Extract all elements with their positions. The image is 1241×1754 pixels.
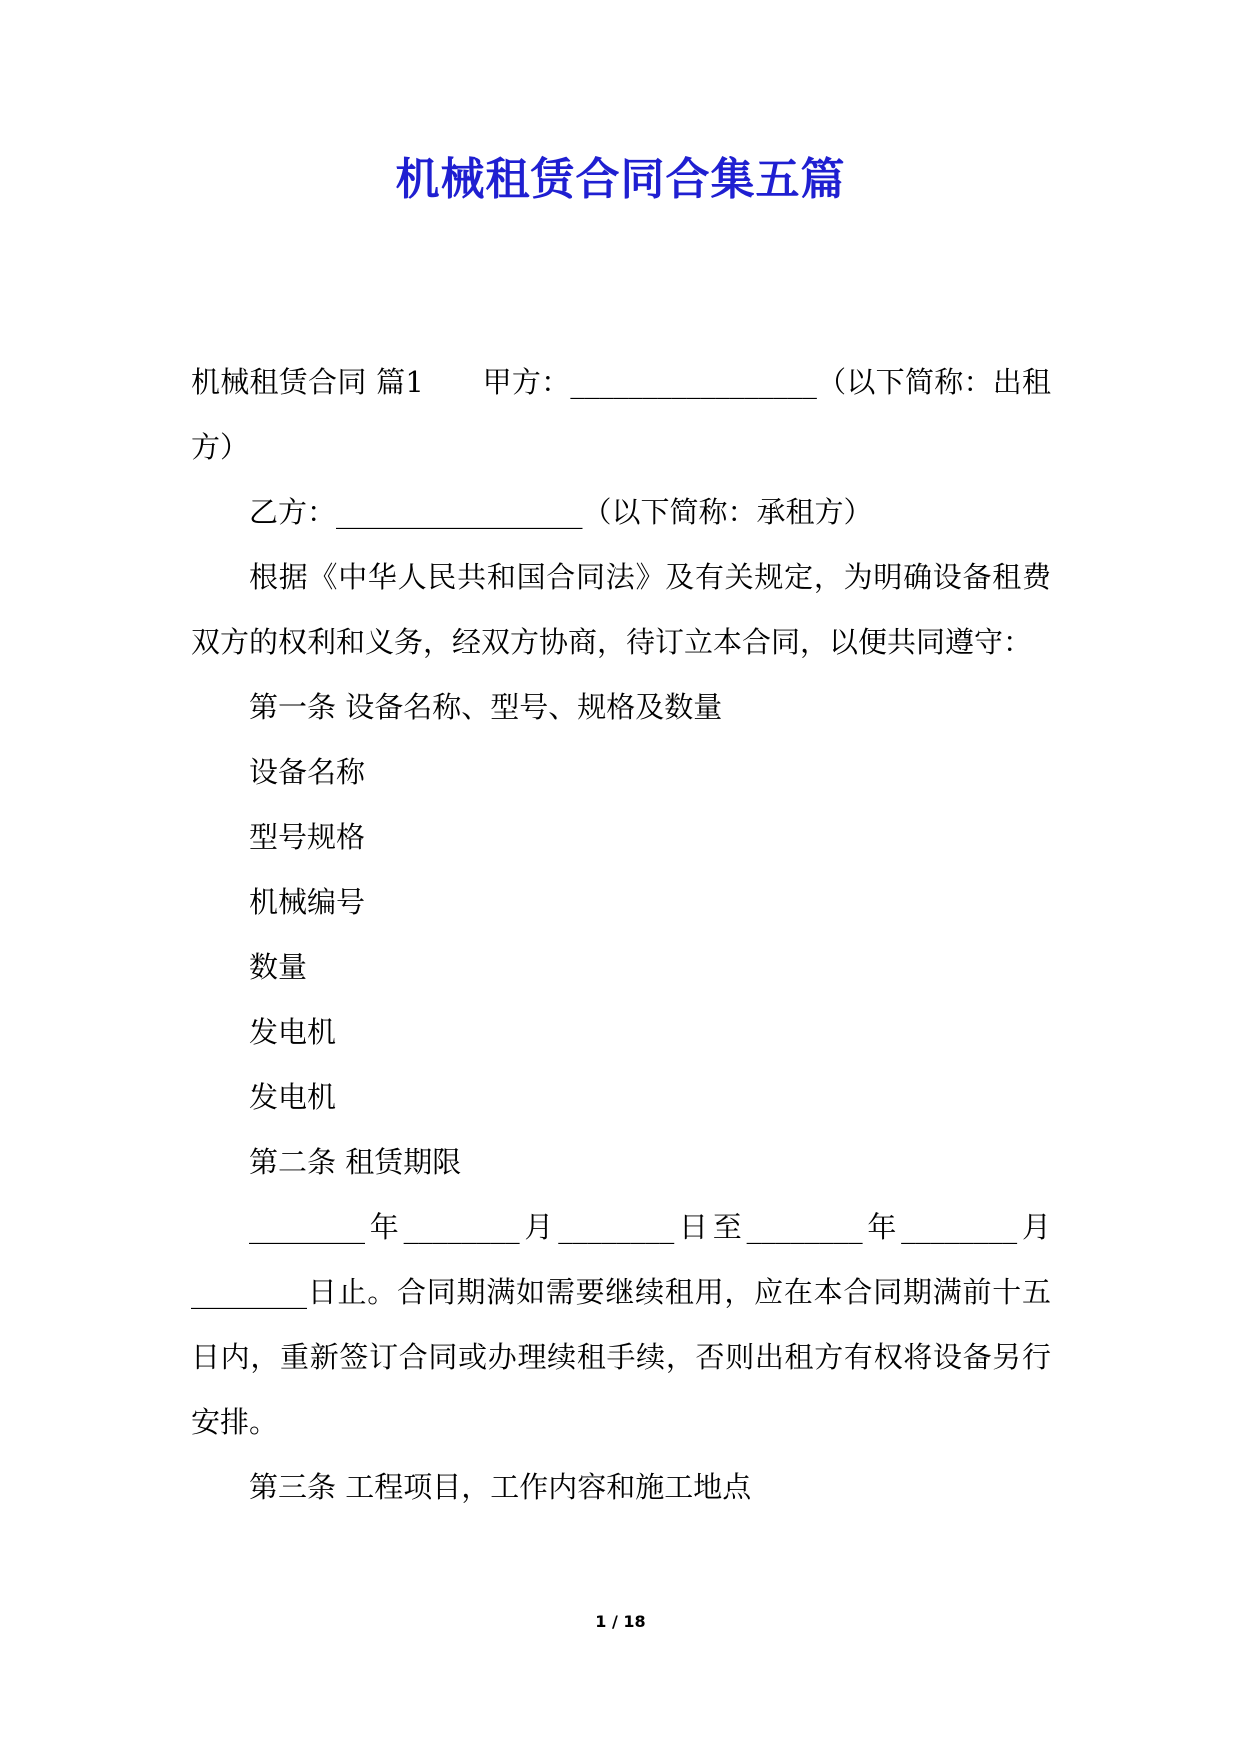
field-machine-number: 机械编号 (249, 885, 366, 919)
article-1-heading: 第一条 设备名称、型号、规格及数量 (249, 690, 723, 724)
field-model-spec: 型号规格 (249, 820, 366, 854)
page-number: 1 / 18 (595, 1612, 646, 1631)
paragraph-party-a: 机械租赁合同 篇1 甲方：_________________（以下简称：出租方） (191, 365, 1051, 464)
document-body (191, 350, 1051, 1520)
paragraph-lease-term: ________年________月________日至________年________月________日止。合同期满如需要继续租用，应在本合同期满前十五日内，重新签订合同或办理续租手续，否则出租方有权将设备另行安排。 (191, 1210, 1051, 1439)
item-generator-1: 发电机 (249, 1015, 337, 1049)
article-3-heading: 第三条 工程项目，工作内容和施工地点 (249, 1470, 752, 1504)
field-quantity: 数量 (249, 950, 308, 984)
article-2-heading: 第二条 租赁期限 (249, 1145, 462, 1179)
paragraph-party-b: 乙方：_________________（以下简称：承租方） (249, 495, 873, 529)
item-generator-2: 发电机 (249, 1080, 337, 1114)
field-equipment-name: 设备名称 (249, 755, 366, 789)
document-title: 机械租赁合同合集五篇 (395, 154, 846, 205)
paragraph-preamble: 根据《中华人民共和国合同法》及有关规定，为明确设备租费双方的权利和义务，经双方协商，待订立本合同，以便共同遵守： (191, 560, 1051, 659)
